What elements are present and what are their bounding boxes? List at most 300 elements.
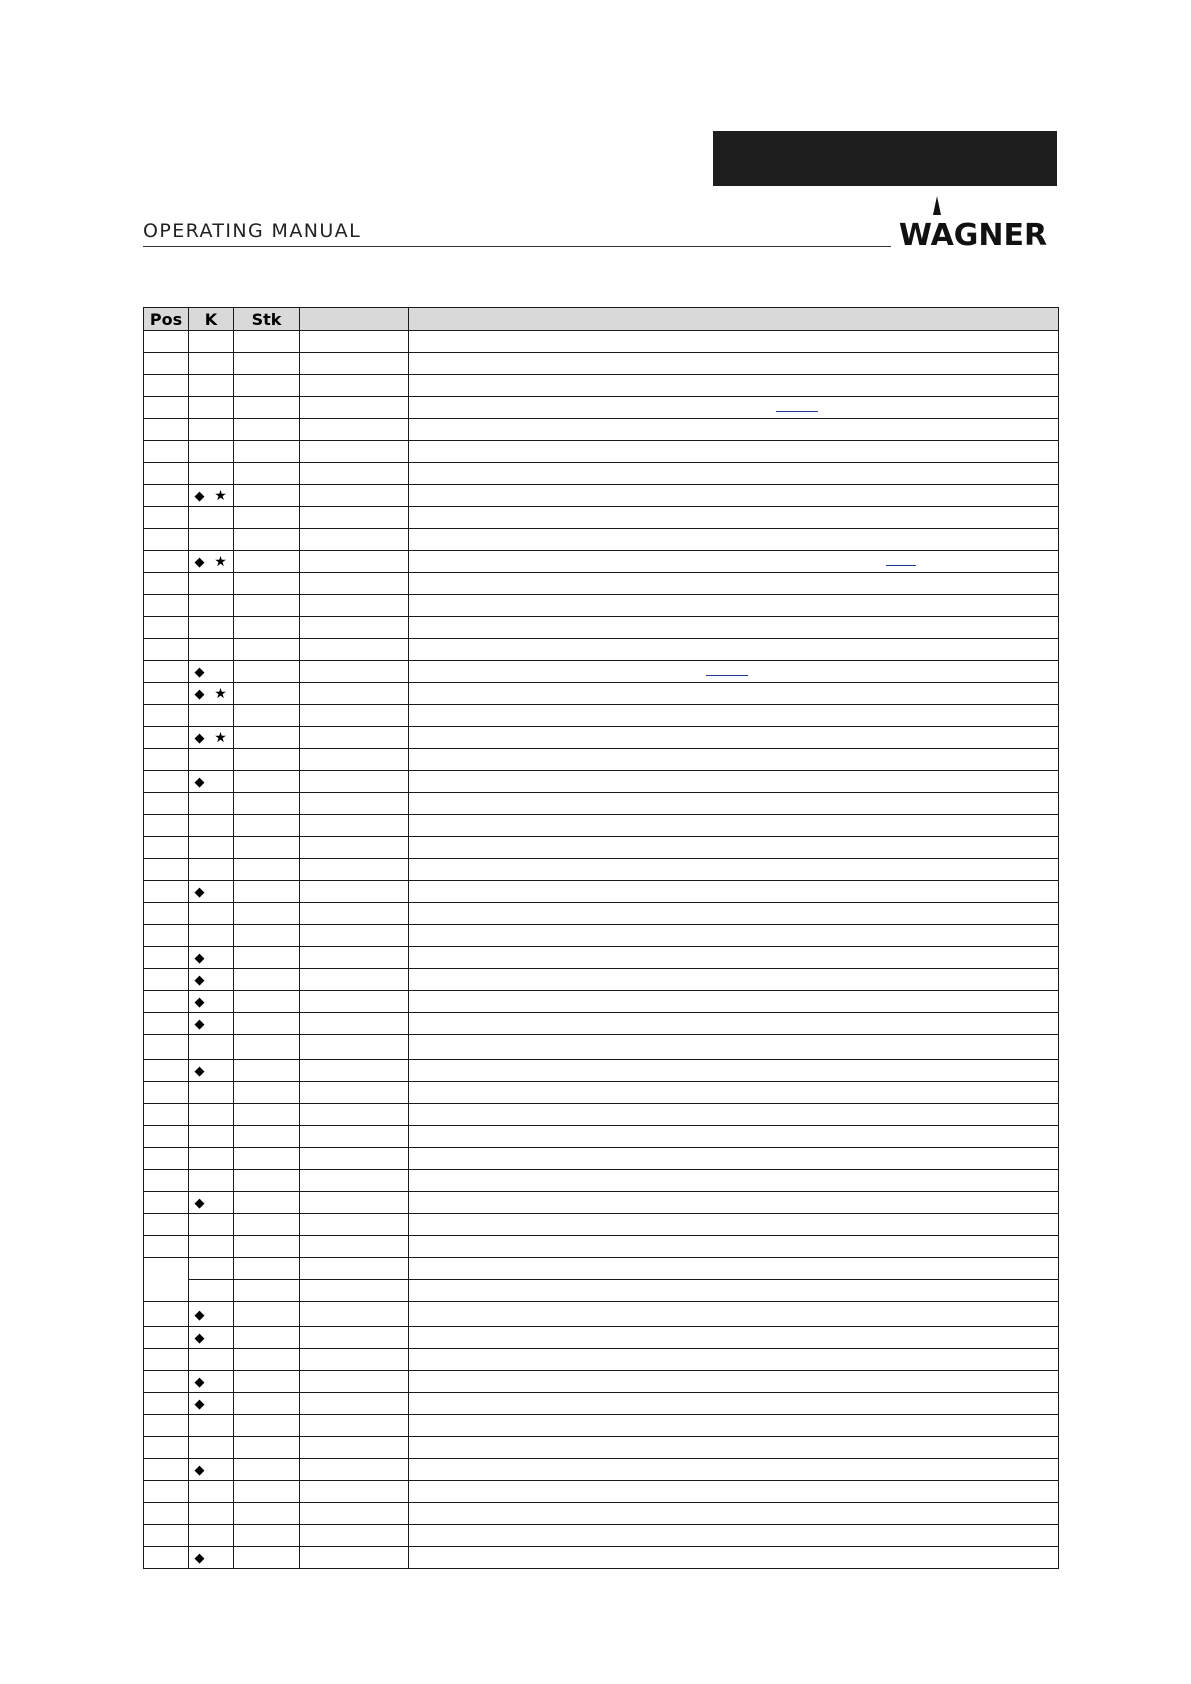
cell-pos: [144, 1013, 189, 1035]
wagner-logo: [887, 193, 1059, 251]
cell-k: [189, 859, 234, 881]
cell-pos: [144, 1349, 189, 1371]
cell-part-number: [300, 1214, 409, 1236]
star-icon: ★: [214, 685, 227, 701]
cell-part-number: [300, 771, 409, 793]
cell-description: [409, 529, 1059, 551]
table-row: [144, 1258, 1059, 1280]
table-header-row: [144, 308, 1059, 331]
cell-stk: [234, 705, 300, 727]
cell-pos: [144, 1371, 189, 1393]
cell-k: [189, 683, 234, 705]
table-row: [144, 947, 1059, 969]
diamond-icon: ◆: [194, 994, 205, 1009]
cell-description: [409, 573, 1059, 595]
cell-stk: [234, 441, 300, 463]
diamond-icon: ◆: [194, 950, 205, 965]
diamond-icon: ◆: [194, 686, 205, 701]
cell-description: [409, 903, 1059, 925]
cell-pos: [144, 1459, 189, 1481]
cell-k: [189, 507, 234, 529]
cell-stk: [234, 1459, 300, 1481]
table-row: [144, 1547, 1059, 1569]
cell-pos: [144, 991, 189, 1013]
table-row: [144, 507, 1059, 529]
table-row: [144, 1415, 1059, 1437]
cell-k: [189, 1082, 234, 1104]
cell-part-number: [300, 551, 409, 573]
cell-k: [189, 1013, 234, 1035]
cell-description: [409, 1035, 1059, 1060]
cell-part-number: [300, 1481, 409, 1503]
cell-stk: [234, 1013, 300, 1035]
cross-reference-link[interactable]: [776, 411, 818, 412]
cell-k: [189, 815, 234, 837]
cell-pos: [144, 881, 189, 903]
cell-k: [189, 925, 234, 947]
cell-part-number: [300, 705, 409, 727]
diamond-icon: ◆: [194, 1016, 205, 1031]
table-row: [144, 1371, 1059, 1393]
diamond-icon: ◆: [194, 774, 205, 789]
column-header-description: [409, 308, 1059, 331]
title-underline: [143, 246, 891, 247]
cell-pos: [144, 1547, 189, 1569]
cell-description: [409, 1192, 1059, 1214]
logo-spike-icon: [933, 196, 941, 215]
cell-description: [409, 705, 1059, 727]
cell-part-number: [300, 1437, 409, 1459]
cross-reference-link[interactable]: [886, 565, 916, 566]
cell-description: [409, 595, 1059, 617]
cell-part-number: [300, 1327, 409, 1349]
cell-k: [189, 727, 234, 749]
cell-pos: [144, 727, 189, 749]
cell-pos: [144, 419, 189, 441]
cell-k: [189, 1459, 234, 1481]
cell-part-number: [300, 353, 409, 375]
cell-pos: [144, 617, 189, 639]
cell-part-number: [300, 925, 409, 947]
cell-part-number: [300, 1415, 409, 1437]
cell-k: [189, 1327, 234, 1349]
cell-stk: [234, 727, 300, 749]
table-row: [144, 463, 1059, 485]
diamond-icon: ◆: [194, 664, 205, 679]
cell-pos: [144, 397, 189, 419]
cell-k: [189, 1302, 234, 1327]
cell-part-number: [300, 1236, 409, 1258]
table-row: [144, 881, 1059, 903]
diamond-icon: ◆: [194, 1396, 205, 1411]
table-row: [144, 661, 1059, 683]
diamond-icon: ◆: [194, 1306, 205, 1322]
cell-k: [189, 573, 234, 595]
cell-pos: [144, 595, 189, 617]
cell-stk: [234, 947, 300, 969]
cell-description: [409, 1236, 1059, 1258]
cell-pos: [144, 1170, 189, 1192]
cell-part-number: [300, 463, 409, 485]
cell-k: [189, 1437, 234, 1459]
cell-stk: [234, 1104, 300, 1126]
cell-stk: [234, 749, 300, 771]
table-row: [144, 1393, 1059, 1415]
cell-part-number: [300, 1148, 409, 1170]
cell-stk: [234, 1126, 300, 1148]
cell-part-number: [300, 529, 409, 551]
cell-part-number: [300, 727, 409, 749]
table-row: [144, 727, 1059, 749]
cell-part-number: [300, 1525, 409, 1547]
cell-description: [409, 1415, 1059, 1437]
cell-description: [409, 375, 1059, 397]
cell-part-number: [300, 837, 409, 859]
table-row: [144, 903, 1059, 925]
cell-stk: [234, 1082, 300, 1104]
cell-k: [189, 1349, 234, 1371]
cell-k: [189, 485, 234, 507]
cell-pos: [144, 1437, 189, 1459]
cell-stk: [234, 1415, 300, 1437]
cell-stk: [234, 529, 300, 551]
cell-part-number: [300, 1393, 409, 1415]
cell-k: [189, 529, 234, 551]
table-row: [144, 1349, 1059, 1371]
cell-part-number: [300, 947, 409, 969]
cell-part-number: [300, 1082, 409, 1104]
cell-k: [189, 639, 234, 661]
table-row: [144, 771, 1059, 793]
cell-pos: [144, 1481, 189, 1503]
cell-pos: [144, 1192, 189, 1214]
table-row: [144, 1327, 1059, 1349]
diamond-icon: ◆: [194, 884, 205, 899]
cell-k: [189, 353, 234, 375]
cell-k: [189, 793, 234, 815]
cell-description: [409, 1082, 1059, 1104]
cell-description: [409, 1302, 1059, 1327]
cell-pos: [144, 1126, 189, 1148]
cell-description: [409, 617, 1059, 639]
cell-stk: [234, 1302, 300, 1327]
table-row: [144, 991, 1059, 1013]
cell-part-number: [300, 1126, 409, 1148]
cell-part-number: [300, 1013, 409, 1035]
cell-pos: [144, 661, 189, 683]
cell-part-number: [300, 1280, 409, 1302]
cell-description: [409, 683, 1059, 705]
cell-description: [409, 1371, 1059, 1393]
cell-stk: [234, 1214, 300, 1236]
cell-description: [409, 1503, 1059, 1525]
cell-k: [189, 705, 234, 727]
cell-part-number: [300, 1349, 409, 1371]
cell-stk: [234, 397, 300, 419]
cell-part-number: [300, 903, 409, 925]
cell-part-number: [300, 639, 409, 661]
cell-pos: [144, 1035, 189, 1060]
cell-k: [189, 375, 234, 397]
diamond-icon: ◆: [194, 554, 205, 569]
cell-part-number: [300, 331, 409, 353]
cell-stk: [234, 903, 300, 925]
cell-stk: [234, 1503, 300, 1525]
cell-description: [409, 793, 1059, 815]
cell-k: [189, 441, 234, 463]
cell-part-number: [300, 1170, 409, 1192]
table-row: [144, 1104, 1059, 1126]
document-title: OPERATING MANUAL: [143, 220, 362, 242]
cell-k: [189, 881, 234, 903]
diamond-icon: ◆: [194, 1374, 205, 1389]
cell-k: [189, 1393, 234, 1415]
table-row: [144, 1437, 1059, 1459]
cell-stk: [234, 925, 300, 947]
cell-stk: [234, 837, 300, 859]
table-row: [144, 705, 1059, 727]
table-row: [144, 353, 1059, 375]
cell-k: [189, 1258, 234, 1280]
cell-part-number: [300, 1258, 409, 1280]
cell-part-number: [300, 881, 409, 903]
cell-description: [409, 947, 1059, 969]
cell-k: [189, 1214, 234, 1236]
cell-pos: [144, 705, 189, 727]
cell-description: [409, 485, 1059, 507]
cell-stk: [234, 1236, 300, 1258]
cell-stk: [234, 771, 300, 793]
table-row: [144, 419, 1059, 441]
cell-k: [189, 1104, 234, 1126]
cell-pos: [144, 683, 189, 705]
cell-stk: [234, 1192, 300, 1214]
cell-k: [189, 1280, 234, 1302]
cell-description: [409, 661, 1059, 683]
diamond-icon: ◆: [194, 972, 205, 987]
cell-pos: [144, 1104, 189, 1126]
table-row: [144, 595, 1059, 617]
cell-description: [409, 1104, 1059, 1126]
table-row: [144, 1525, 1059, 1547]
cell-stk: [234, 419, 300, 441]
cell-stk: [234, 485, 300, 507]
cell-part-number: [300, 1503, 409, 1525]
cell-part-number: [300, 1035, 409, 1060]
cell-stk: [234, 661, 300, 683]
cell-description: [409, 1393, 1059, 1415]
cell-part-number: [300, 1192, 409, 1214]
table-row: [144, 1126, 1059, 1148]
table-row: [144, 397, 1059, 419]
table-row: [144, 1214, 1059, 1236]
cell-pos: [144, 969, 189, 991]
cell-stk: [234, 1393, 300, 1415]
cell-part-number: [300, 617, 409, 639]
cell-pos: [144, 749, 189, 771]
table-row: [144, 925, 1059, 947]
table-row: [144, 837, 1059, 859]
star-icon: ★: [214, 729, 227, 745]
cell-description: [409, 881, 1059, 903]
cell-stk: [234, 881, 300, 903]
table-row: [144, 1013, 1059, 1035]
cell-stk: [234, 991, 300, 1013]
cell-part-number: [300, 815, 409, 837]
cell-description: [409, 1280, 1059, 1302]
cell-stk: [234, 617, 300, 639]
cell-part-number: [300, 1459, 409, 1481]
cell-k: [189, 1170, 234, 1192]
cell-stk: [234, 1280, 300, 1302]
table-row: [144, 529, 1059, 551]
cell-k: [189, 1503, 234, 1525]
diamond-icon: ◆: [194, 1462, 205, 1477]
cell-part-number: [300, 595, 409, 617]
cell-description: [409, 1327, 1059, 1349]
cell-stk: [234, 463, 300, 485]
cell-pos: [144, 1393, 189, 1415]
cell-description: [409, 859, 1059, 881]
cell-pos: [144, 903, 189, 925]
table-row: [144, 859, 1059, 881]
cell-pos: [144, 463, 189, 485]
cell-stk: [234, 1437, 300, 1459]
diamond-icon: ◆: [194, 1195, 205, 1210]
cell-stk: [234, 1371, 300, 1393]
cell-stk: [234, 815, 300, 837]
cell-part-number: [300, 859, 409, 881]
cell-description: [409, 1170, 1059, 1192]
table-row: [144, 1459, 1059, 1481]
cell-description: [409, 639, 1059, 661]
cell-pos: [144, 485, 189, 507]
cell-stk: [234, 1525, 300, 1547]
cell-description: [409, 1060, 1059, 1082]
cell-k: [189, 1126, 234, 1148]
parts-list-table: [143, 307, 1059, 1569]
cell-pos: [144, 1302, 189, 1327]
table-row: [144, 1302, 1059, 1327]
cell-part-number: [300, 683, 409, 705]
cell-pos: [144, 1060, 189, 1082]
cell-part-number: [300, 375, 409, 397]
cell-description: [409, 991, 1059, 1013]
cell-k: [189, 1035, 234, 1060]
cell-pos: [144, 1214, 189, 1236]
cell-k: [189, 1236, 234, 1258]
cell-k: [189, 969, 234, 991]
cross-reference-link[interactable]: [706, 675, 748, 676]
table-row: [144, 485, 1059, 507]
table-row: [144, 617, 1059, 639]
cell-stk: [234, 353, 300, 375]
cell-k: [189, 837, 234, 859]
cell-description: [409, 749, 1059, 771]
table-row: [144, 1082, 1059, 1104]
table-row: [144, 639, 1059, 661]
cell-part-number: [300, 573, 409, 595]
cell-pos: [144, 1327, 189, 1349]
cell-description: [409, 1459, 1059, 1481]
cell-description: [409, 1258, 1059, 1280]
cell-stk: [234, 1481, 300, 1503]
cell-description: [409, 1525, 1059, 1547]
star-icon: ★: [214, 487, 227, 503]
cell-description: [409, 1013, 1059, 1035]
cell-description: [409, 353, 1059, 375]
cell-k: [189, 991, 234, 1013]
cell-pos: [144, 441, 189, 463]
cell-description: [409, 771, 1059, 793]
cell-k: [189, 397, 234, 419]
column-header-part-number: [300, 308, 409, 331]
cell-pos: [144, 1503, 189, 1525]
cell-part-number: [300, 793, 409, 815]
cell-description: [409, 815, 1059, 837]
cell-description: [409, 441, 1059, 463]
cell-stk: [234, 1547, 300, 1569]
table-row: [144, 1481, 1059, 1503]
cell-k: [189, 617, 234, 639]
table-row: [144, 1060, 1059, 1082]
cell-description: [409, 925, 1059, 947]
cell-description: [409, 1214, 1059, 1236]
diamond-icon: ◆: [194, 1550, 205, 1565]
cell-part-number: [300, 749, 409, 771]
cell-pos: [144, 375, 189, 397]
table-row: [144, 573, 1059, 595]
cell-description: [409, 1437, 1059, 1459]
cell-part-number: [300, 441, 409, 463]
cell-k: [189, 1547, 234, 1569]
cell-k: [189, 1525, 234, 1547]
cell-description: [409, 331, 1059, 353]
cell-pos: [144, 1148, 189, 1170]
cell-part-number: [300, 661, 409, 683]
table-row: [144, 1192, 1059, 1214]
table-row: [144, 815, 1059, 837]
cell-pos: [144, 793, 189, 815]
cell-pos: [144, 837, 189, 859]
cell-pos: [144, 815, 189, 837]
table-row: [144, 1236, 1059, 1258]
cell-k: [189, 749, 234, 771]
cell-pos: [144, 639, 189, 661]
cell-part-number: [300, 419, 409, 441]
cell-stk: [234, 1148, 300, 1170]
table-row: [144, 793, 1059, 815]
cell-stk: [234, 1258, 300, 1280]
cell-k: [189, 1060, 234, 1082]
column-header-stk: Stk: [234, 308, 300, 331]
column-header-pos: Pos: [144, 308, 189, 331]
cell-description: [409, 969, 1059, 991]
cell-stk: [234, 1035, 300, 1060]
cell-pos: [144, 771, 189, 793]
cell-description: [409, 1349, 1059, 1371]
cell-pos: [144, 1236, 189, 1258]
cell-stk: [234, 595, 300, 617]
table-row: [144, 331, 1059, 353]
cell-description: [409, 1126, 1059, 1148]
cell-part-number: [300, 1302, 409, 1327]
cell-k: [189, 1415, 234, 1437]
cell-part-number: [300, 969, 409, 991]
logo-text: WAGNER: [898, 218, 1048, 251]
cell-pos: [144, 1415, 189, 1437]
table-row: [144, 375, 1059, 397]
